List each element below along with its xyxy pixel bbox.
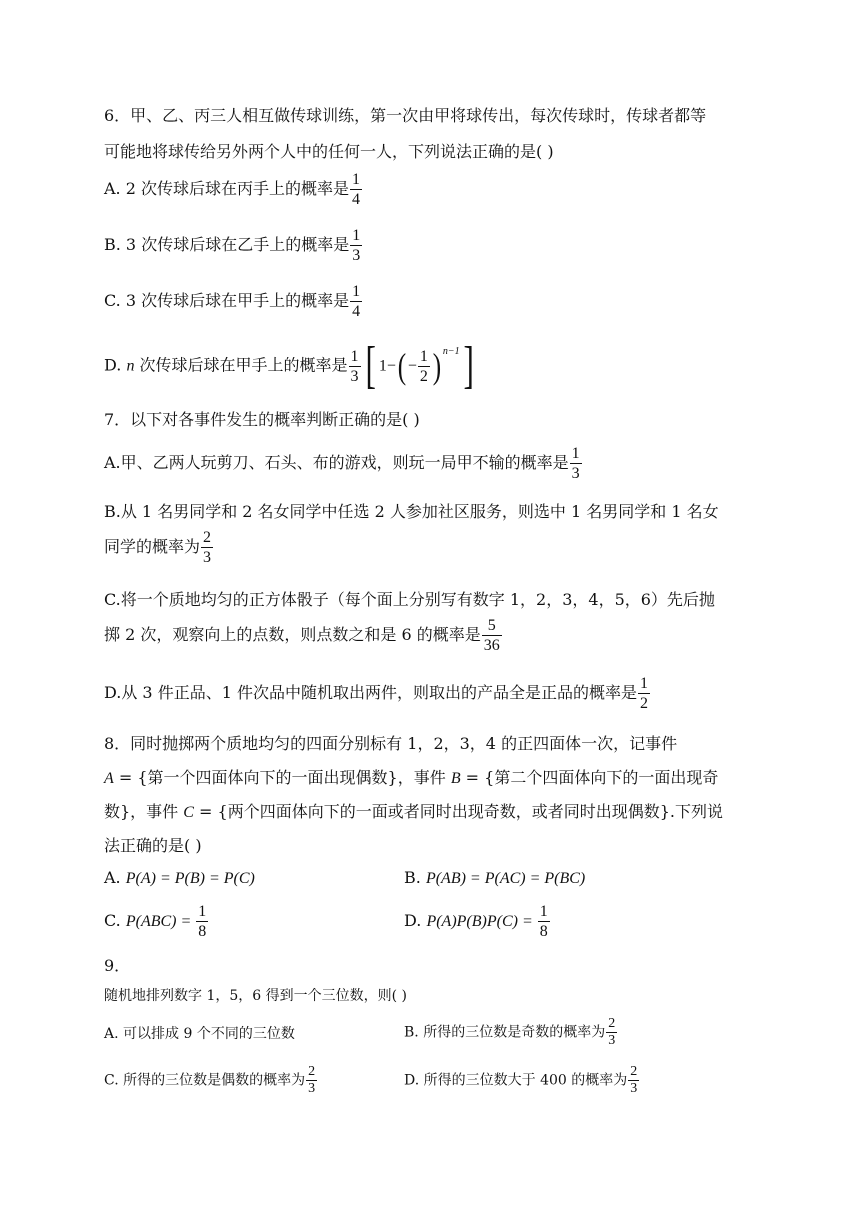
q6-option-d-variable: n	[126, 357, 135, 375]
q9-option-b	[404, 1016, 618, 1049]
q8-stem-line3	[104, 802, 723, 823]
fraction-numerator: 2	[308, 1064, 316, 1079]
q9-stem: 随机地排列数字 1，5，6 得到一个三位数，则( )	[104, 988, 407, 1004]
q8-stem-line2-text2: = {第二个四面体向下的一面出现奇	[460, 768, 719, 787]
q6-option-d-exponent: n−1	[442, 346, 460, 358]
fraction-denominator: 8	[539, 923, 548, 940]
q7-option-c-text: 掷 2 次，观察向上的点数，则点数之和是 6 的概率是	[104, 625, 481, 644]
q6-stem-line1: 6．甲、乙、丙三人相互做传球训练，第一次由甲将球传出，每次传球时，传球者都等	[104, 106, 707, 125]
q8-option-c-fraction	[196, 902, 208, 941]
q8-stem-line2	[104, 768, 718, 789]
q9-option-c	[104, 1064, 318, 1097]
fraction-numerator: 1	[571, 445, 580, 462]
q9-option-d-fraction	[628, 1064, 639, 1097]
q9-option-d-text: D. 所得的三位数大于 400 的概率为	[404, 1072, 628, 1089]
right-bracket: ]	[463, 337, 474, 394]
fraction-denominator: 3	[350, 367, 359, 385]
q6-option-d-fraction	[349, 347, 361, 386]
fraction-numerator: 1	[352, 283, 361, 300]
left-paren: (	[397, 346, 407, 386]
fraction-numerator: 1	[352, 171, 360, 188]
fraction-numerator: 1	[539, 903, 548, 920]
q6-option-d-text: 次传球后球在甲手上的概率是	[134, 355, 348, 375]
left-bracket: [	[364, 337, 376, 394]
q8-stem-line3-text2: = {两个四面体向下的一面或者同时出现奇数，或者同时出现偶数}.下列说	[193, 802, 723, 821]
q7-option-c-line1: C.将一个质地均匀的正方体骰子（每个面上分别写有数字 1，2，3，4，5，6）先后抛	[104, 590, 715, 609]
fraction-denominator: 36	[483, 637, 500, 654]
event-c-symbol: C	[183, 804, 194, 821]
q9-option-d	[404, 1064, 640, 1097]
q8-option-b-label: B.	[404, 868, 426, 887]
q6-option-c	[104, 282, 363, 321]
fraction-denominator: 2	[639, 695, 648, 712]
q7-option-a-text: A.甲、乙两人玩剪刀、石头、布的游戏，则玩一局甲不输的概率是	[104, 453, 569, 472]
fraction-denominator: 2	[419, 367, 428, 385]
fraction-denominator: 3	[352, 247, 361, 264]
fraction-numerator: 1	[350, 347, 359, 365]
q8-stem-line1: 8．同时抛掷两个质地均匀的四面分别标有 1，2，3，4 的正四面体一次，记事件	[104, 734, 678, 753]
q9-option-b-text: B. 所得的三位数是奇数的概率为	[404, 1024, 606, 1041]
q8-stem-line2-text1: = {第一个四面体向下的一面出现偶数}，事件	[113, 768, 451, 787]
q7-option-c-line2	[104, 616, 503, 655]
q9-option-b-fraction	[606, 1016, 617, 1049]
q8-option-a	[104, 868, 255, 889]
q6-stem-line2: 可能地将球传给另外两个人中的任何一人，下列说法正确的是( )	[104, 142, 554, 161]
fraction-numerator: 2	[203, 529, 212, 546]
q8-option-c-math: P(ABC) =	[125, 913, 196, 930]
fraction-numerator: 1	[639, 675, 648, 692]
fraction-denominator: 3	[203, 549, 212, 566]
q6-option-c-text: C. 3 次传球后球在甲手上的概率是	[104, 291, 350, 310]
q7-stem: 7．以下对各事件发生的概率判断正确的是( )	[104, 410, 420, 429]
q8-option-c	[104, 902, 209, 941]
q7-option-d-text: D.从 3 件正品、1 件次品中随机取出两件，则取出的产品全是正品的概率是	[104, 683, 637, 702]
q8-option-d-fraction	[538, 902, 550, 941]
fraction-denominator: 8	[198, 923, 207, 940]
q7-option-b-text: 同学的概率为	[104, 537, 201, 556]
fraction-denominator: 4	[352, 303, 361, 320]
q6-option-c-fraction	[350, 282, 362, 321]
q8-option-b	[404, 868, 585, 889]
q6-option-b-text: B. 3 次传球后球在乙手上的概率是	[104, 235, 350, 254]
q6-option-d-one: 1	[378, 357, 387, 375]
q6-option-b	[104, 226, 363, 265]
fraction-denominator: 3	[308, 1081, 316, 1096]
fraction-numerator: 1	[198, 903, 207, 920]
q6-option-b-fraction	[350, 226, 362, 265]
q6-option-d	[104, 337, 477, 394]
q7-option-a	[104, 444, 583, 483]
q7-option-b-line1: B.从 1 名男同学和 2 名女同学中任选 2 人参加社区服务，则选中 1 名男同学和 1 名女	[104, 502, 719, 521]
event-a-symbol: A	[104, 770, 114, 787]
fraction-denominator: 3	[630, 1081, 638, 1096]
event-b-symbol: B	[450, 770, 461, 787]
q8-stem-line3-text1: 数}，事件	[104, 802, 184, 821]
q8-option-a-math: P(A) = P(B) = P(C)	[125, 870, 255, 887]
fraction-denominator: 4	[352, 191, 360, 208]
q7-option-c-fraction	[482, 616, 502, 655]
fraction-numerator: 1	[352, 227, 361, 244]
q9-option-c-text: C. 所得的三位数是偶数的概率为	[104, 1072, 306, 1089]
q6-option-d-label: D.	[104, 355, 127, 375]
fraction-numerator: 2	[608, 1016, 616, 1031]
q8-option-d-math: P(A)P(B)P(C) =	[426, 913, 537, 930]
fraction-denominator: 3	[571, 465, 580, 482]
q6-option-a-text: A. 2 次传球后球在丙手上的概率是	[104, 179, 349, 198]
fraction-numerator: 1	[419, 347, 428, 365]
q8-option-b-math: P(AB) = P(AC) = P(BC)	[425, 870, 586, 887]
q7-option-a-fraction	[570, 444, 582, 483]
q8-option-a-label: A.	[104, 868, 126, 887]
q7-option-d-fraction	[638, 674, 650, 713]
q8-option-d	[404, 902, 551, 941]
right-paren: )	[432, 346, 442, 386]
q8-option-c-label: C.	[104, 911, 126, 930]
q9-option-c-fraction	[306, 1064, 317, 1097]
fraction-numerator: 2	[630, 1064, 638, 1079]
q6-option-a	[104, 170, 363, 209]
q9-option-a: A. 可以排成 9 个不同的三位数	[104, 1026, 295, 1042]
q8-option-d-label: D.	[404, 911, 427, 930]
q7-option-b-fraction	[201, 528, 213, 567]
fraction-denominator: 3	[608, 1033, 616, 1048]
q6-option-d-inner-fraction	[418, 347, 430, 386]
fraction-numerator: 5	[487, 617, 496, 634]
q6-option-d-minus: −	[386, 357, 396, 375]
q7-option-b-line2	[104, 528, 214, 567]
q8-stem-line4: 法正确的是( )	[104, 836, 202, 855]
q6-option-a-fraction	[350, 170, 362, 209]
q7-option-d	[104, 674, 651, 713]
q9-number: 9．	[104, 956, 131, 975]
q6-option-d-inner-minus: −	[407, 357, 417, 375]
